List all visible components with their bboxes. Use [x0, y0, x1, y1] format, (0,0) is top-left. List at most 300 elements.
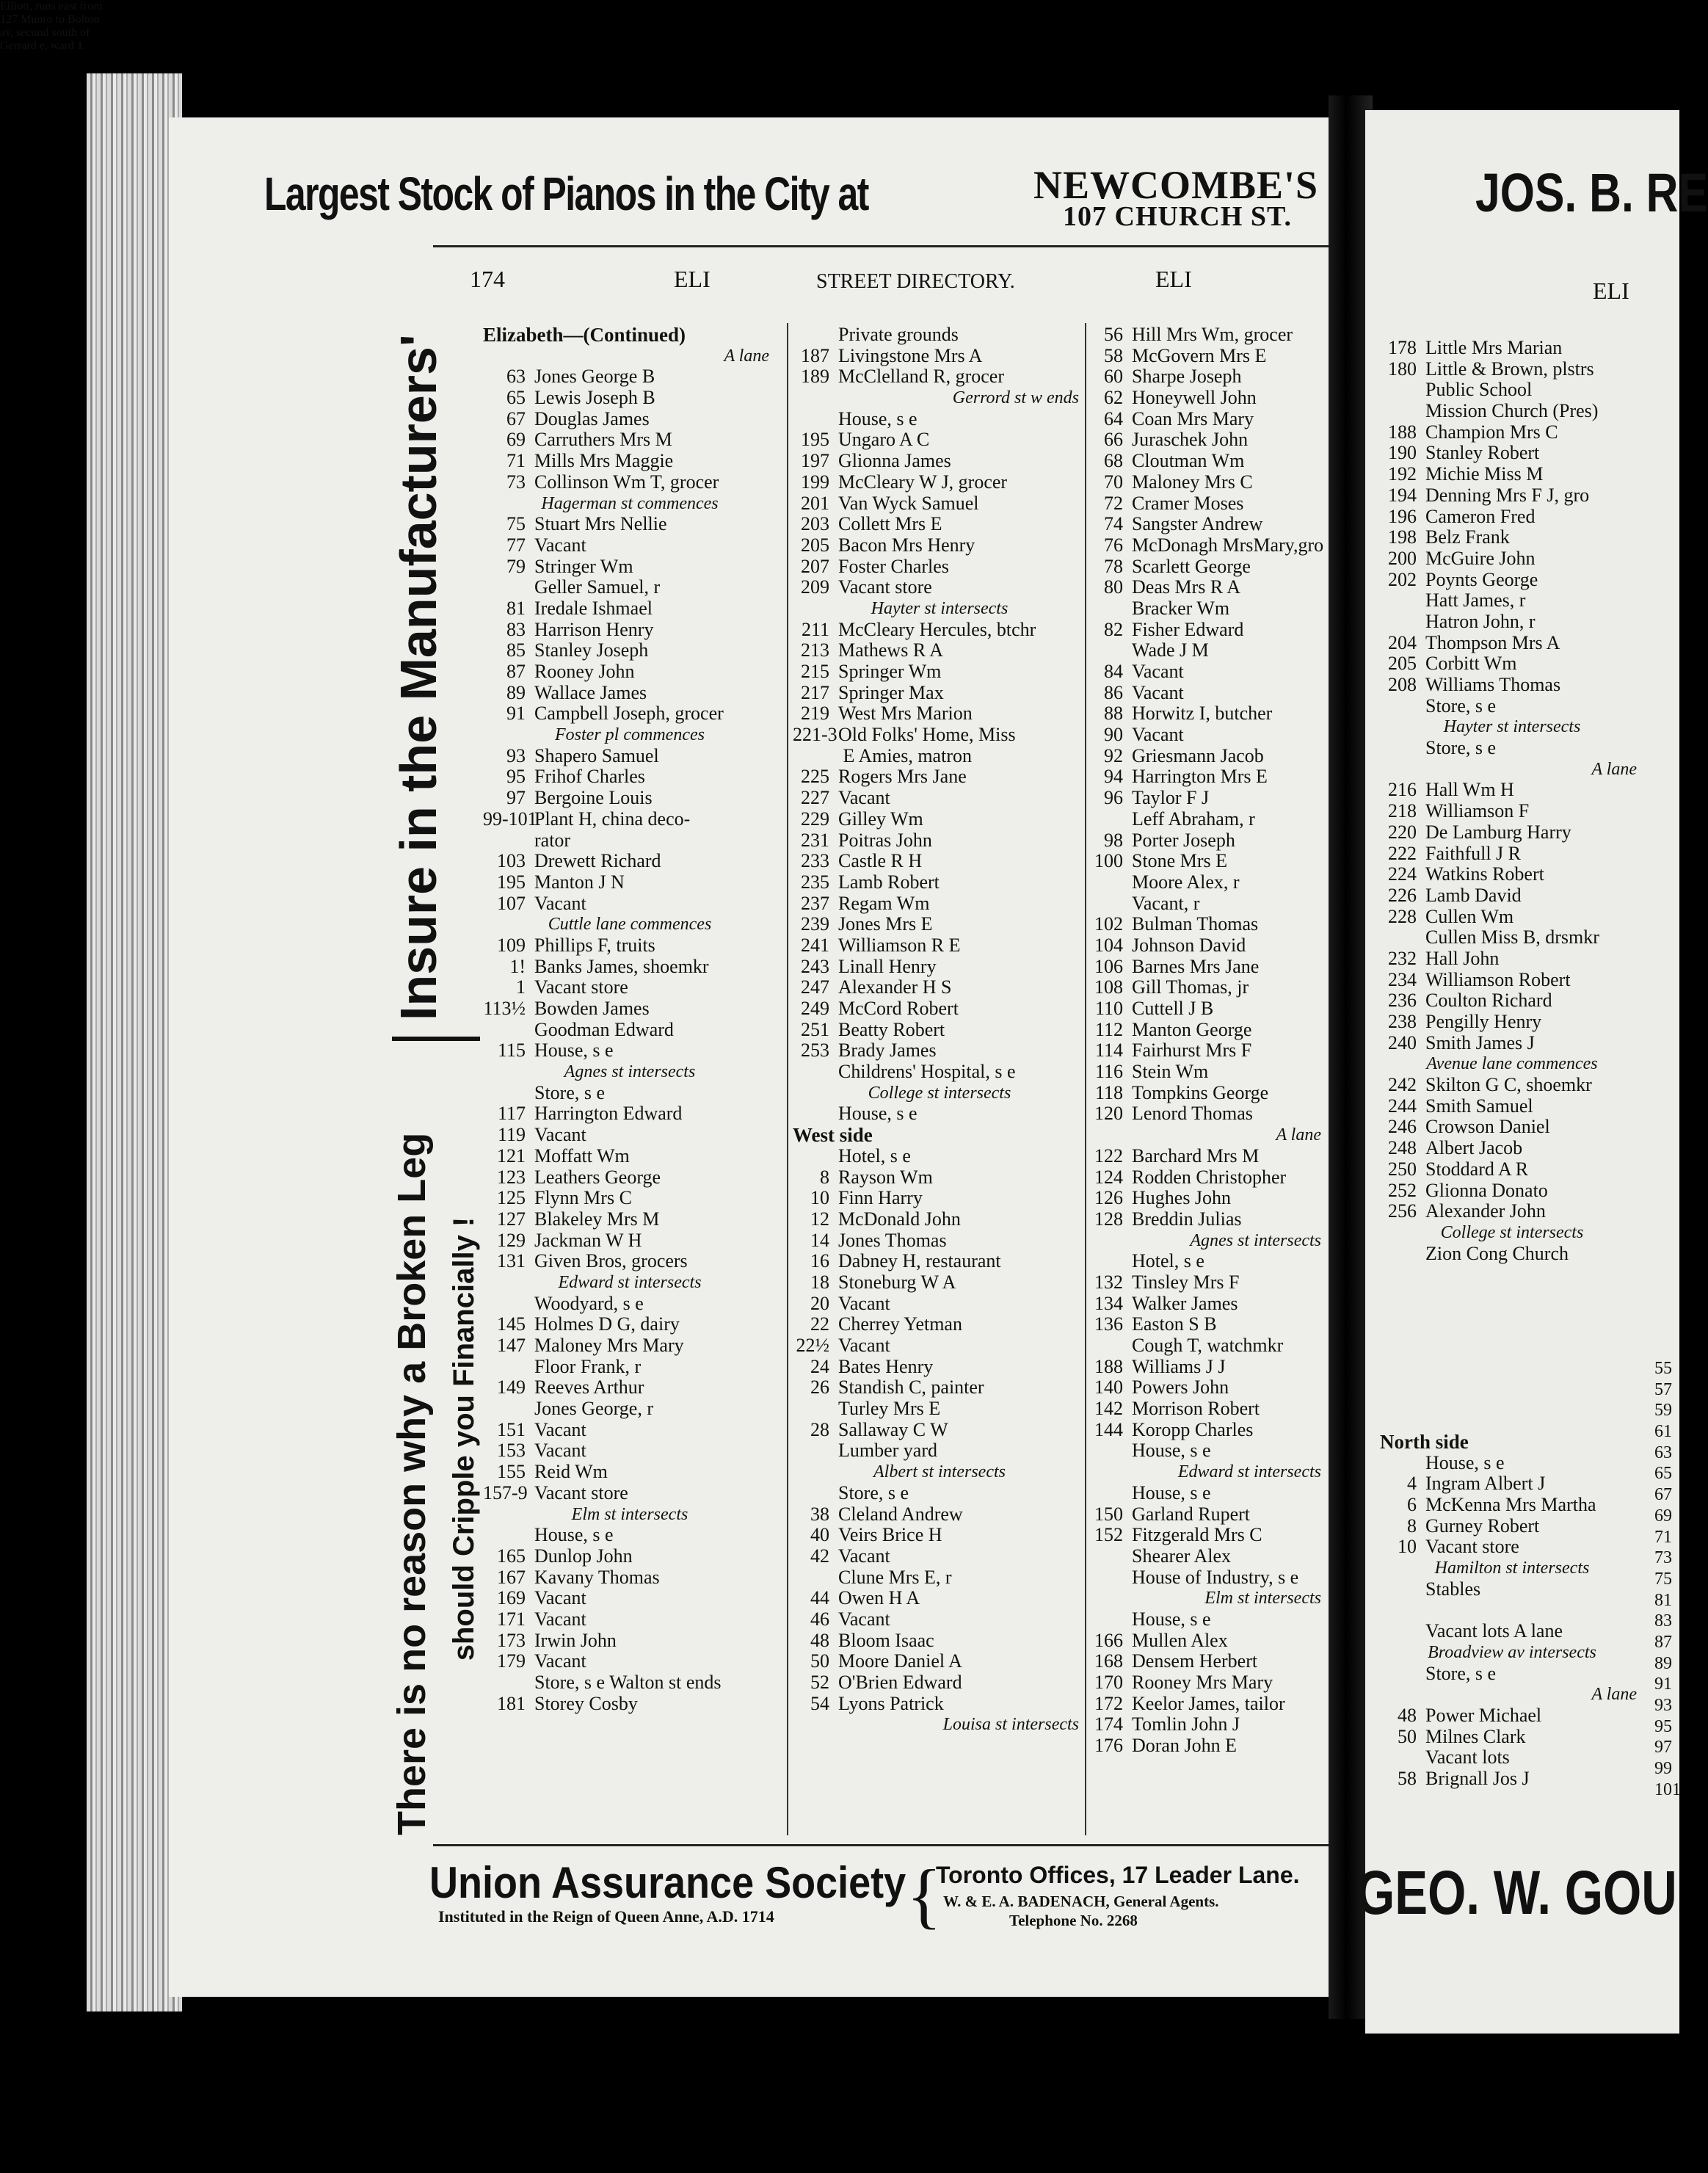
- resident-name: Hill Mrs Wm, grocer: [1132, 324, 1293, 345]
- directory-entry: [793, 324, 1086, 346]
- resident-name: Vacant: [534, 1124, 586, 1146]
- directory-entry: [1086, 1146, 1329, 1167]
- resident-name: Frihof Charles: [534, 766, 645, 788]
- resident-name: Vacant: [1132, 661, 1184, 682]
- house-number: 218: [1388, 800, 1417, 822]
- entry-text: Broadview av intersects: [1428, 1642, 1596, 1662]
- house-number: 188: [1094, 1355, 1123, 1377]
- directory-entry: [1380, 1244, 1644, 1265]
- resident-name: Lamb David: [1425, 884, 1522, 906]
- resident-name: Watkins Robert: [1425, 863, 1544, 885]
- house-number: 189: [801, 366, 829, 388]
- directory-entry: [1086, 788, 1329, 809]
- page-title: STREET DIRECTORY.: [816, 270, 1015, 293]
- directory-entry: [1086, 556, 1329, 578]
- directory-entry: [1380, 548, 1644, 570]
- resident-name: Pengilly Henry: [1425, 1011, 1542, 1032]
- resident-name: Rooney Mrs Mary: [1132, 1672, 1273, 1693]
- directory-entry: [1380, 464, 1644, 485]
- directory-entry: [793, 1694, 1086, 1715]
- resident-name: House of Industry, s e: [1132, 1566, 1299, 1588]
- resident-name: Honeywell John: [1132, 387, 1257, 409]
- resident-name: Kavany Thomas: [534, 1566, 660, 1588]
- directory-entry: [1086, 1251, 1329, 1272]
- resident-name: Standish C, painter: [838, 1376, 984, 1399]
- directory-entry: [793, 851, 1086, 872]
- directory-entry: [1380, 738, 1644, 759]
- resident-name: Vacant store: [534, 976, 628, 998]
- directory-entry: [483, 893, 777, 915]
- street-marker: [1380, 759, 1644, 780]
- house-number: 124: [1094, 1166, 1123, 1188]
- directory-entry: [483, 577, 777, 598]
- resident-name: Poynts George: [1425, 568, 1538, 590]
- directory-entry: [793, 1672, 1086, 1694]
- entry-text: Elizabeth—(Continued): [483, 324, 686, 346]
- resident-name: Manton J N: [534, 871, 625, 893]
- directory-entry: [1380, 1159, 1644, 1180]
- house-number: 217: [801, 681, 829, 703]
- street-marker: [1380, 1642, 1644, 1664]
- edge-number: 61: [1654, 1422, 1672, 1442]
- directory-entry: [1086, 324, 1329, 346]
- directory-entry: [1086, 977, 1329, 998]
- house-number: 201: [801, 492, 829, 514]
- directory-entry: [1380, 401, 1644, 422]
- resident-name: Bacon Mrs Henry: [838, 534, 975, 556]
- directory-entry: [793, 1188, 1086, 1209]
- edge-number: 83: [1654, 1611, 1672, 1631]
- directory-entry: [1086, 598, 1329, 620]
- directory-entry: [1380, 780, 1644, 801]
- resident-name: Hatt James, r: [1425, 589, 1526, 612]
- directory-entry: [1086, 1314, 1329, 1335]
- resident-name: Flynn Mrs C: [534, 1187, 632, 1209]
- edge-number: 67: [1654, 1485, 1672, 1505]
- directory-entry: [793, 1630, 1086, 1652]
- edge-number: 93: [1654, 1696, 1672, 1715]
- directory-entry: [1086, 1357, 1329, 1378]
- insurer-name: Union Assurance Society: [429, 1858, 906, 1907]
- directory-entry: [1086, 1335, 1329, 1357]
- house-number: 8: [820, 1166, 829, 1188]
- directory-entry: [483, 1567, 777, 1589]
- resident-name: Store, s e: [838, 1481, 909, 1503]
- edge-number: 59: [1654, 1401, 1672, 1421]
- resident-name: Brignall Jos J: [1425, 1768, 1530, 1789]
- house-number: 171: [497, 1608, 526, 1630]
- resident-name: Hughes John: [1132, 1187, 1232, 1209]
- column-1: [483, 324, 777, 1714]
- house-number: 88: [1104, 703, 1123, 725]
- section-heading: [793, 1125, 1086, 1146]
- resident-name: Little & Brown, plstrs: [1425, 358, 1594, 380]
- directory-entry: [483, 1525, 777, 1546]
- ad-address: 107 CHURCH ST.: [1063, 201, 1293, 232]
- resident-name: Bracker Wm: [1132, 597, 1230, 619]
- directory-entry: [1380, 948, 1644, 970]
- resident-name: Jones Thomas: [838, 1229, 947, 1251]
- resident-name: Hall Wm H: [1425, 779, 1514, 801]
- house-number: 153: [497, 1440, 526, 1462]
- resident-name: Lewis Joseph B: [534, 387, 655, 409]
- directory-entry: [483, 683, 777, 704]
- directory-entry: [483, 409, 777, 430]
- resident-name: Juraschek John: [1132, 429, 1249, 451]
- directory-entry: [1380, 970, 1644, 991]
- directory-entry: [1086, 1651, 1329, 1672]
- resident-name: Vacant: [838, 1335, 890, 1356]
- resident-name: Veirs Brice H: [838, 1524, 942, 1546]
- directory-entry: [1086, 661, 1329, 683]
- resident-name: Linall Henry: [838, 955, 937, 977]
- house-number: 76: [1104, 534, 1123, 556]
- directory-entry: [793, 998, 1086, 1020]
- house-number: 248: [1388, 1137, 1417, 1159]
- resident-name: West Mrs Marion: [838, 703, 973, 725]
- resident-name: Rogers Mrs Jane: [838, 766, 967, 788]
- directory-entry: [1086, 1525, 1329, 1546]
- resident-name: Stone Mrs E: [1132, 850, 1227, 872]
- directory-entry: [1086, 514, 1329, 535]
- resident-name: Collett Mrs E: [838, 513, 942, 535]
- resident-name: Blakeley Mrs M: [534, 1208, 660, 1230]
- resident-name: Stuart Mrs Nellie: [534, 513, 667, 535]
- resident-name: Drewett Richard: [534, 850, 661, 872]
- directory-entry: [793, 1251, 1086, 1272]
- edge-number: 91: [1654, 1675, 1672, 1694]
- resident-name: Leathers George: [534, 1166, 661, 1188]
- resident-name: Irwin John: [534, 1629, 617, 1651]
- directory-entry: [793, 1294, 1086, 1315]
- resident-name: Vacant store: [1425, 1536, 1519, 1558]
- house-number: 107: [497, 892, 526, 914]
- house-number: 179: [497, 1650, 526, 1672]
- house-number: 178: [1388, 337, 1417, 358]
- directory-entry: [483, 1125, 777, 1146]
- house-number: 58: [1104, 344, 1123, 366]
- house-number: 89: [506, 681, 526, 703]
- resident-name: Lyons Patrick: [838, 1692, 944, 1714]
- house-number: 200: [1388, 547, 1417, 569]
- house-number: 202: [1388, 568, 1417, 590]
- house-number: 46: [810, 1608, 829, 1630]
- house-number: 22: [810, 1313, 829, 1335]
- house-number: 71: [506, 450, 526, 472]
- directory-entry: [1380, 1537, 1644, 1558]
- resident-name: Vacant lots A lane: [1425, 1620, 1563, 1642]
- directory-entry: [793, 977, 1086, 998]
- house-number: 18: [810, 1271, 829, 1293]
- elliott-line: Gerrard e, ward 1.: [0, 40, 86, 52]
- house-number: 126: [1094, 1187, 1123, 1209]
- page-edges: [87, 73, 182, 2011]
- street-marker: [1380, 1558, 1644, 1579]
- directory-entry: [1380, 801, 1644, 822]
- directory-entry: [793, 346, 1086, 367]
- house-number: 224: [1388, 863, 1417, 885]
- house-number: 120: [1094, 1103, 1123, 1125]
- street-marker: [793, 1462, 1086, 1483]
- house-number: 134: [1094, 1292, 1123, 1314]
- directory-entry: [1086, 1399, 1329, 1420]
- resident-name: Old Folks' Home, Miss: [838, 724, 1016, 746]
- directory-entry: [793, 872, 1086, 893]
- entry-text: West side: [793, 1124, 873, 1147]
- house-number: 221-3: [793, 724, 837, 746]
- house-number: 58: [1398, 1768, 1417, 1789]
- directory-entry: [483, 535, 777, 556]
- resident-name: Holmes D G, dairy: [534, 1313, 680, 1335]
- directory-entry: [793, 1209, 1086, 1230]
- house-number: 108: [1094, 976, 1123, 998]
- directory-entry: [1380, 696, 1644, 717]
- resident-name: Maloney Mrs C: [1132, 471, 1253, 493]
- directory-entry: [1380, 1012, 1644, 1033]
- directory-entry: [1086, 893, 1329, 915]
- directory-entry: [1380, 570, 1644, 591]
- insurer-phone: Telephone No. 2268: [1009, 1912, 1138, 1929]
- directory-entry: [1086, 620, 1329, 641]
- directory-entry: [483, 1609, 777, 1630]
- resident-name: Bowden James: [534, 998, 650, 1019]
- street-marker: [1086, 1588, 1329, 1609]
- resident-name: House, s e: [838, 1103, 917, 1125]
- directory-entry: [793, 640, 1086, 661]
- resident-name: Finn Harry: [838, 1187, 923, 1209]
- directory-entry: [1086, 830, 1329, 852]
- resident-name: Breddin Julias: [1132, 1208, 1242, 1230]
- resident-name: Scarlett George: [1132, 555, 1251, 577]
- street-marker: [1380, 1684, 1644, 1705]
- resident-name: Dunlop John: [534, 1545, 633, 1567]
- house-number: 50: [1398, 1725, 1417, 1747]
- house-number: 54: [810, 1692, 829, 1714]
- house-number: 86: [1104, 681, 1123, 703]
- house-number: 118: [1094, 1081, 1123, 1103]
- house-number: 1: [516, 976, 526, 998]
- house-number: 91: [506, 703, 526, 725]
- directory-entry: [793, 809, 1086, 830]
- resident-name: Castle R H: [838, 850, 923, 872]
- house-number: 87: [506, 661, 526, 682]
- house-number: 79: [506, 555, 526, 577]
- directory-entry: [793, 1588, 1086, 1609]
- resident-name: O'Brien Edward: [838, 1672, 962, 1693]
- resident-name: Livingstone Mrs A: [838, 344, 983, 366]
- house-number: 103: [497, 850, 526, 872]
- resident-name: Public School: [1425, 379, 1533, 401]
- house-number: 256: [1388, 1200, 1417, 1222]
- resident-name: Store, s e: [1425, 694, 1497, 717]
- directory-entry: [793, 451, 1086, 472]
- entry-text: Cuttle lane commences: [548, 915, 712, 935]
- directory-entry: [483, 1672, 777, 1694]
- resident-name: Glionna James: [838, 450, 951, 472]
- directory-entry: [1380, 443, 1644, 464]
- directory-entry: [483, 1357, 777, 1378]
- column-4b: [1380, 1432, 1644, 1790]
- house-number: 14: [810, 1229, 829, 1251]
- house-number: 194: [1388, 484, 1417, 506]
- resident-name: Private grounds: [838, 324, 959, 345]
- resident-name: Champion Mrs C: [1425, 421, 1558, 443]
- resident-name: Campbell Joseph, grocer: [534, 703, 724, 725]
- directory-entry: [1380, 1180, 1644, 1202]
- resident-name: Crowson Daniel: [1425, 1116, 1550, 1138]
- brace: {: [906, 1854, 942, 1936]
- directory-entry: [1380, 1747, 1644, 1768]
- edge-number: 73: [1654, 1548, 1672, 1568]
- house-number: 83: [506, 618, 526, 640]
- column-divider: [787, 323, 788, 1835]
- house-number: 96: [1104, 787, 1123, 809]
- house-number: 99-101: [483, 808, 537, 830]
- directory-entry: [1380, 633, 1644, 654]
- resident-name: Keelor James, tailor: [1132, 1692, 1285, 1714]
- directory-entry: [1086, 1420, 1329, 1441]
- directory-entry: [483, 451, 777, 472]
- entry-text: Agnes st intersects: [1190, 1230, 1321, 1250]
- edge-number: 99: [1654, 1759, 1672, 1779]
- resident-name: Michie Miss M: [1425, 463, 1544, 485]
- directory-entry: [793, 1399, 1086, 1420]
- house-number: 251: [801, 1018, 829, 1040]
- directory-entry: [1086, 640, 1329, 661]
- facing-top-banner: JOS. B. RE: [1475, 162, 1708, 223]
- directory-entry: [793, 1040, 1086, 1062]
- resident-name: Faithfull J R: [1425, 842, 1522, 864]
- directory-entry: [1086, 535, 1329, 556]
- directory-entry: [1380, 527, 1644, 548]
- house-number: 246: [1388, 1116, 1417, 1138]
- resident-name: Geller Samuel, r: [534, 576, 661, 598]
- directory-entry: [793, 1167, 1086, 1189]
- top-advertisement: [264, 158, 1351, 231]
- directory-entry: [1086, 1272, 1329, 1294]
- street-marker: [483, 1504, 777, 1526]
- resident-name: Koropp Charles: [1132, 1418, 1254, 1440]
- resident-name: Milnes Clark: [1425, 1725, 1526, 1747]
- house-number: 48: [1398, 1704, 1417, 1726]
- resident-name: House, s e: [838, 407, 917, 429]
- house-number: 149: [497, 1376, 526, 1399]
- directory-entry: [1086, 346, 1329, 367]
- house-number: 67: [506, 407, 526, 429]
- house-number: 176: [1094, 1735, 1123, 1757]
- house-number: 110: [1094, 998, 1123, 1019]
- resident-name: Stoddard A R: [1425, 1158, 1529, 1180]
- resident-name: Reeves Arthur: [534, 1376, 644, 1399]
- house-number: 228: [1388, 905, 1417, 927]
- edge-number: 63: [1654, 1443, 1672, 1462]
- resident-name: Jones Mrs E: [838, 913, 933, 935]
- directory-entry: [793, 1062, 1086, 1083]
- resident-name: Cramer Moses: [1132, 492, 1244, 514]
- resident-name: Harrington Edward: [534, 1103, 683, 1125]
- resident-name: Childrens' Hospital, s e: [838, 1061, 1016, 1083]
- entry-text: Edward st intersects: [558, 1272, 702, 1292]
- facing-edge-numbers: [1654, 1358, 1681, 1800]
- house-number: 4: [1407, 1473, 1417, 1495]
- directory-entry: [1086, 1040, 1329, 1062]
- entry-text: Edward st intersects: [1177, 1462, 1321, 1482]
- directory-entry: [483, 977, 777, 998]
- house-number: 249: [801, 998, 829, 1019]
- directory-entry: [793, 935, 1086, 957]
- resident-name: Bergoine Louis: [534, 787, 653, 809]
- directory-entry: [1086, 1672, 1329, 1694]
- house-number: 66: [1104, 429, 1123, 451]
- house-number: 174: [1094, 1713, 1123, 1735]
- house-number: 209: [801, 576, 829, 598]
- directory-entry: [1086, 1567, 1329, 1589]
- elliott-description: [0, 0, 1679, 53]
- resident-name: Storey Cosby: [534, 1692, 638, 1714]
- directory-entry: [793, 1567, 1086, 1589]
- directory-entry: [1086, 1735, 1329, 1757]
- house-number: 90: [1104, 724, 1123, 746]
- resident-name: Coulton Richard: [1425, 990, 1552, 1012]
- directory-entry: [793, 556, 1086, 578]
- resident-name: Maloney Mrs Mary: [534, 1335, 684, 1356]
- house-number: 207: [801, 555, 829, 577]
- edge-number: 75: [1654, 1569, 1672, 1589]
- resident-name: Carruthers Mrs M: [534, 429, 672, 451]
- resident-name: Powers John: [1132, 1376, 1229, 1399]
- resident-name: Vacant: [534, 1418, 586, 1440]
- directory-entry: [1086, 577, 1329, 598]
- directory-entry: [1380, 1495, 1644, 1516]
- directory-entry: [1380, 1075, 1644, 1096]
- house-number: 167: [497, 1566, 526, 1588]
- directory-entry: [483, 830, 777, 852]
- directory-entry: [1380, 1664, 1644, 1685]
- house-number: 131: [497, 1250, 526, 1272]
- resident-name: Regam Wm: [838, 892, 930, 914]
- entry-text: Albert st intersects: [873, 1462, 1006, 1482]
- resident-name: Johnson David: [1132, 934, 1246, 956]
- resident-name: Stables: [1425, 1578, 1481, 1600]
- resident-name: Power Michael: [1425, 1704, 1542, 1726]
- directory-entry: [1380, 675, 1644, 696]
- directory-entry: [1086, 914, 1329, 935]
- directory-entry: [483, 935, 777, 957]
- directory-entry: [483, 1377, 777, 1399]
- directory-entry: [1380, 338, 1644, 359]
- resident-name: [1417, 1600, 1425, 1621]
- directory-entry: [793, 957, 1086, 978]
- resident-name: Densem Herbert: [1132, 1650, 1258, 1672]
- resident-name: Jones George B: [534, 366, 655, 388]
- house-number: 165: [497, 1545, 526, 1567]
- house-number: 85: [506, 639, 526, 661]
- edge-number: 101: [1654, 1780, 1681, 1799]
- street-marker: [483, 346, 777, 367]
- directory-entry: [1086, 1209, 1329, 1230]
- side-ad-line3: Insure in the Manufacturers': [390, 334, 447, 1020]
- resident-name: Bates Henry: [838, 1355, 934, 1377]
- street-marker: [1086, 1230, 1329, 1252]
- house-number: 98: [1104, 829, 1123, 851]
- directory-entry: [1086, 1377, 1329, 1399]
- resident-name: Alexander H S: [838, 976, 952, 998]
- directory-entry: [1380, 844, 1644, 865]
- resident-name: Springer Wm: [838, 661, 942, 682]
- house-number: 219: [801, 703, 829, 725]
- directory-entry: [1380, 1453, 1644, 1474]
- directory-entry: [1086, 1188, 1329, 1209]
